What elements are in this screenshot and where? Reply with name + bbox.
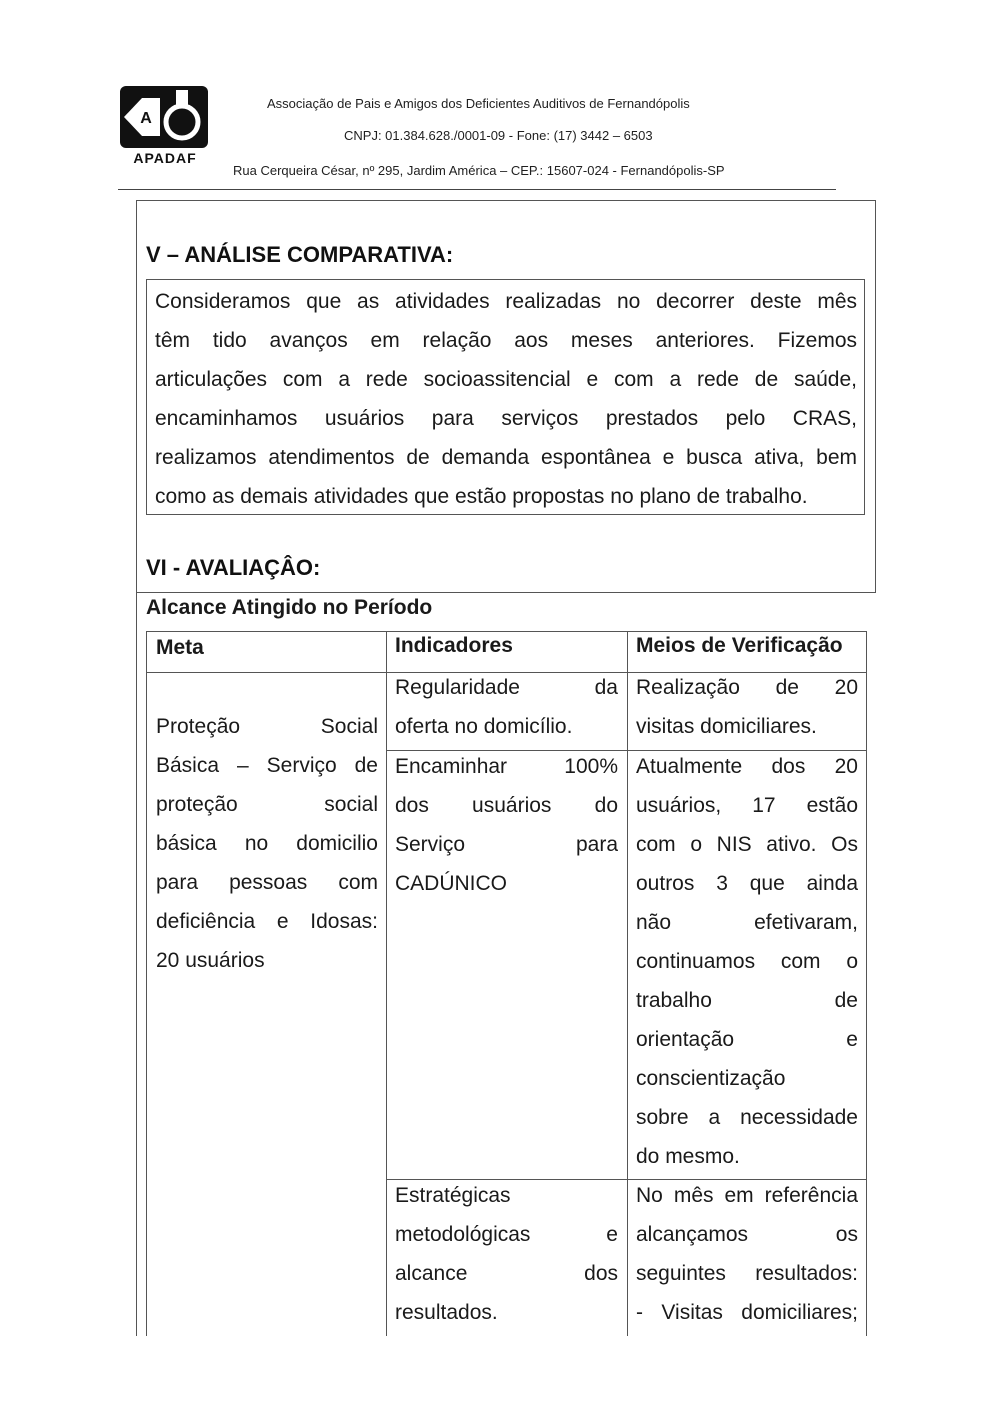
indicador-line: Serviço para xyxy=(395,833,618,856)
indicador-line: Regularidade da xyxy=(395,676,618,699)
meio-line: orientação e xyxy=(636,1028,858,1051)
table-col-divider-2 xyxy=(627,631,628,1336)
paragraph-line: Consideramos que as atividades realizadas no decorrer deste mês xyxy=(155,290,857,313)
table-border-top xyxy=(146,631,867,632)
meta-line: proteção social xyxy=(156,793,378,816)
header-indicadores: Indicadores xyxy=(395,634,513,657)
frame-left-border xyxy=(136,200,137,1336)
meio-line: outros 3 que ainda xyxy=(636,872,858,895)
indicador-line: oferta no domicílio. xyxy=(395,715,573,738)
meio-line: continuamos com o xyxy=(636,950,858,973)
indicador-cell-1 xyxy=(395,668,618,746)
logo-glyph: A xyxy=(140,110,152,127)
table-border-left xyxy=(146,631,147,1336)
header-meta: Meta xyxy=(156,636,204,659)
organization-name: Associação de Pais e Amigos dos Deficientes Auditivos de Fernandópolis xyxy=(267,96,690,111)
address: Rua Cerqueira César, nº 295, Jardim América – CEP.: 15607-024 - Fernandópolis-SP xyxy=(233,163,725,178)
paragraph-line: como as demais atividades que estão propostas no plano de trabalho. xyxy=(155,485,808,508)
frame-right-border xyxy=(875,200,876,592)
apadaf-logo xyxy=(118,86,212,168)
apadaf-logo-mark-icon xyxy=(120,86,208,148)
meio-cell-1 xyxy=(636,668,858,746)
meio-line: - Visitas domiciliares; xyxy=(636,1301,858,1324)
header-meios-verificacao: Meios de Verificação xyxy=(636,634,843,657)
meio-cell-3 xyxy=(636,1176,858,1332)
meta-line: Básica – Serviço de xyxy=(156,754,378,777)
indicador-line: Encaminhar 100% xyxy=(395,755,618,778)
indicador-line: resultados. xyxy=(395,1301,498,1324)
meio-line: visitas domiciliares. xyxy=(636,715,817,738)
paragraph-line: encaminhamos usuários para serviços prestados pelo CRAS, xyxy=(155,407,857,430)
meio-line: com o NIS ativo. Os xyxy=(636,833,858,856)
indicador-cell-3 xyxy=(395,1176,618,1332)
indicador-line: dos usuários do xyxy=(395,794,618,817)
comparative-analysis-paragraph xyxy=(155,282,857,516)
meta-cell xyxy=(156,707,378,980)
meta-line: para pessoas com xyxy=(156,871,378,894)
comparative-analysis-box xyxy=(146,279,865,515)
indicador-line: metodológicas e xyxy=(395,1223,618,1246)
header-divider xyxy=(118,189,836,190)
meio-line: não efetivaram, xyxy=(636,911,858,934)
indicador-line: CADÚNICO xyxy=(395,872,508,895)
meio-line: seguintes resultados: xyxy=(636,1262,858,1285)
indicador-line: alcance dos xyxy=(395,1262,618,1285)
table-col-divider-1 xyxy=(386,631,387,1336)
meio-line: Atualmente dos 20 xyxy=(636,755,858,778)
section-5-title: V – ANÁLISE COMPARATIVA: xyxy=(146,242,454,267)
meta-line: Proteção Social xyxy=(156,715,378,738)
logo-wordmark: APADAF xyxy=(133,150,197,166)
meio-line: conscientização xyxy=(636,1067,786,1090)
frame-top-border xyxy=(136,200,876,201)
indicador-cell-2 xyxy=(395,747,618,903)
period-reach-subtitle: Alcance Atingido no Período xyxy=(146,596,433,619)
meio-cell-2 xyxy=(636,747,858,1176)
meio-line: Realização de 20 xyxy=(636,676,858,699)
meio-line: trabalho de xyxy=(636,989,858,1012)
meta-line: 20 usuários xyxy=(156,949,265,972)
indicador-line: Estratégicas xyxy=(395,1184,511,1207)
table-border-right xyxy=(866,631,867,1336)
meta-line: deficiência e Idosas: xyxy=(156,910,378,933)
meio-line: do mesmo. xyxy=(636,1145,740,1168)
meio-line: sobre a necessidade xyxy=(636,1106,858,1129)
section-6-divider xyxy=(136,592,876,593)
meio-line: No mês em referência xyxy=(636,1184,858,1207)
meio-line: usuários, 17 estão xyxy=(636,794,858,817)
cnpj-phone: CNPJ: 01.384.628./0001-09 - Fone: (17) 3442 – 6503 xyxy=(344,128,653,143)
meio-line: alcançamos os xyxy=(636,1223,858,1246)
paragraph-line: têm tido avanços em relação aos meses anteriores. Fizemos xyxy=(155,329,857,352)
meta-line: básica no domicilio xyxy=(156,832,378,855)
section-6-title: VI - AVALIAÇÂO: xyxy=(146,555,321,580)
paragraph-line: articulações com a rede socioassitencial e com a rede de saúde, xyxy=(155,368,857,391)
paragraph-line: realizamos atendimentos de demanda espontânea e busca ativa, bem xyxy=(155,446,857,469)
